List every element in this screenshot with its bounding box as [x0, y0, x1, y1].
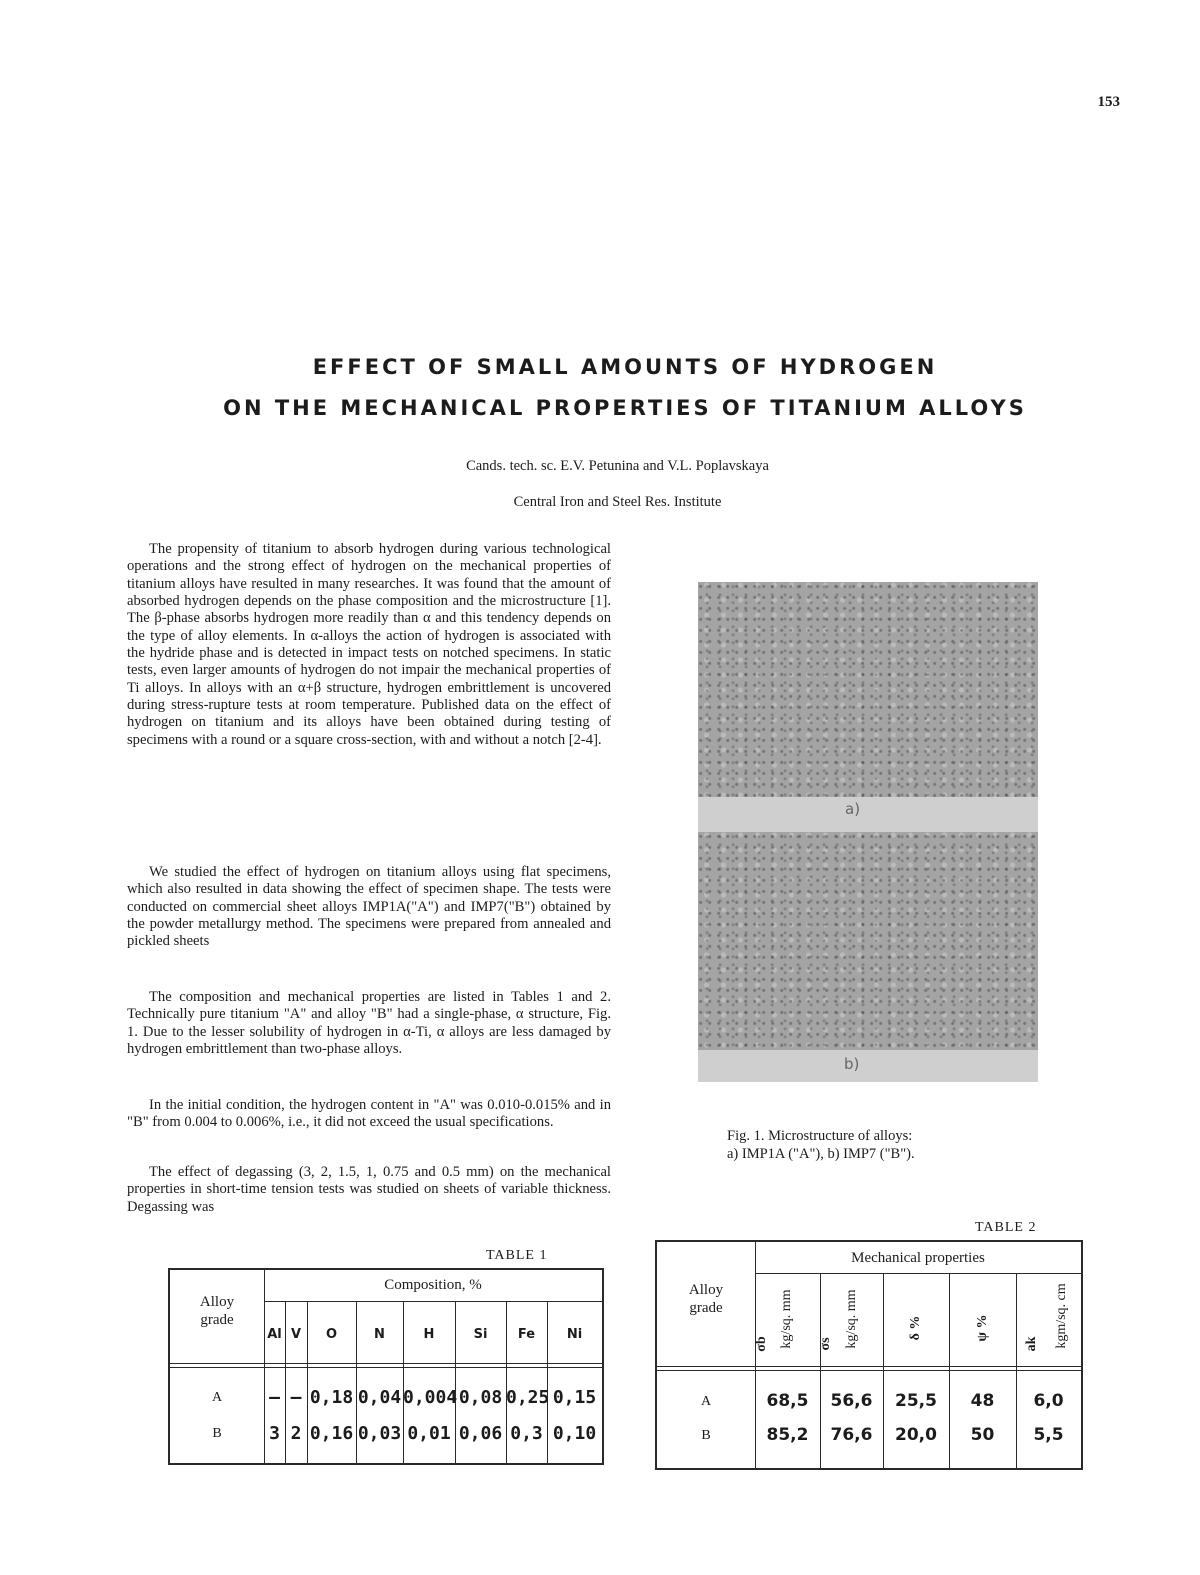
table1-col-fe: Fe — [517, 1327, 536, 1342]
table2-cell: 76,6 — [830, 1425, 873, 1445]
table2-col-ak-unit: kgm/sq. cm — [1054, 1283, 1069, 1349]
authors: Cands. tech. sc. E.V. Petunina and V.L. Poplavskaya — [466, 458, 769, 474]
figure-caption-line-2: a) IMP1A ("A"), b) IMP7 ("B"). — [727, 1146, 915, 1162]
table1-row-a-grade: A — [211, 1390, 223, 1405]
table1-cell: — — [269, 1387, 280, 1408]
table1-cell: 0,3 — [510, 1423, 543, 1444]
table1-cell: 3 — [269, 1423, 280, 1444]
table2-col-psi: ψ % — [975, 1314, 990, 1342]
table2-col-sigma-s-unit: kg/sq. mm — [844, 1289, 859, 1349]
table1-cell: 0,004 — [403, 1387, 458, 1408]
table1-col-si: Si — [473, 1327, 488, 1342]
table2-col-ak-symbol: ak — [1024, 1336, 1039, 1352]
table1-alloy-header-2: grade — [200, 1312, 234, 1328]
body-paragraph-1: The propensity of titanium to absorb hydrogen during various technological operations and the strong effect of hydrogen on the mechanical properties of titanium alloys have resulted in many researches. It was found that the amount of absorbed hydrogen depends on the phase composition and the microstructure [1]. The β-phase absorbs hydrogen more readily than α and this tendency depends on the type of alloy elements. In α-alloys the action of hydrogen is associated with the hydride phase and is detected in impact tests on notched specimens. In static tests, even larger amounts of hydrogen do not impair the mechanical properties of Ti alloys. In alloys with an α+β structure, hydrogen embrittlement is uncovered during stress-rupture tests at room temperature. Published data on the effect of hydrogen on titanium and its alloys have been obtained during testing of specimens with a round or a square cross-section, with and without a notch [2-4]. — [127, 541, 611, 748]
table1-col-n: N — [374, 1327, 385, 1342]
table2-alloy-header-2: grade — [689, 1300, 723, 1316]
micrograph-band-a — [698, 797, 1038, 832]
page-number: 153 — [1097, 94, 1120, 110]
table1-cell: 0,06 — [458, 1423, 503, 1444]
table2-group-header: Mechanical properties — [851, 1250, 985, 1266]
table1-cell: 0,25 — [506, 1387, 550, 1408]
microstructure-figure — [698, 582, 1038, 1082]
body-paragraph-3: The composition and mechanical properties are listed in Tables 1 and 2. Technically pure titanium "A" and alloy "B" had a single-phase, α structure, Fig. 1. Due to the lesser solubility of hydrogen in α-Ti, α alloys are less damaged by hydrogen embrittlement than two-phase alloys. — [127, 989, 611, 1058]
table2-col-sigma-b-unit: kg/sq. mm — [779, 1289, 794, 1349]
figure-label-a: a) — [845, 800, 861, 818]
table1 — [168, 1268, 604, 1465]
table2-row-b-grade: B — [701, 1428, 711, 1443]
table2-cell: 20,0 — [895, 1425, 937, 1445]
title-line-1: EFFECT OF SMALL AMOUNTS OF HYDROGEN — [312, 355, 938, 379]
micrograph-panel-b — [698, 832, 1038, 1050]
table2-cell: 5,5 — [1033, 1425, 1064, 1445]
table2-row-a-grade: A — [700, 1394, 712, 1409]
table1-cell: 0,04 — [357, 1387, 402, 1408]
table2-cell: 56,6 — [830, 1391, 873, 1411]
institute: Central Iron and Steel Res. Institute — [513, 494, 722, 510]
table1-cell: 2 — [290, 1423, 302, 1444]
body-paragraph-2: We studied the effect of hydrogen on titanium alloys using flat specimens, which also resulted in data showing the effect of specimen shape. The tests were conducted on commercial sheet alloys IMP1A("A") and IMP7("B") obtained by the powder metallurgy method. The specimens were prepared from annealed and pickled sheets — [127, 864, 611, 950]
table1-col-h: H — [423, 1327, 435, 1342]
table2-cell: 48 — [970, 1391, 995, 1411]
table1-col-al: Al — [267, 1327, 282, 1342]
table1-cell: 0,16 — [309, 1423, 354, 1444]
table2-cell: 85,2 — [766, 1425, 809, 1445]
table2-col-delta: δ % — [908, 1315, 923, 1341]
table2 — [655, 1240, 1083, 1470]
table1-row-b-grade: B — [212, 1426, 222, 1441]
figure-label-b: b) — [844, 1055, 860, 1073]
table1-cell: 0,08 — [458, 1387, 503, 1408]
table1-col-ni: Ni — [566, 1327, 583, 1342]
micrograph-panel-a — [698, 582, 1038, 797]
table1-col-o: O — [325, 1327, 338, 1342]
table1-alloy-header-1: Alloy — [199, 1294, 235, 1310]
body-paragraph-4: In the initial condition, the hydrogen content in "A" was 0.010-0.015% and in "B" from 0.004 to 0.006%, i.e., it did not exceed the usual specifications. — [127, 1097, 611, 1131]
table2-col-sigma-s-symbol: σs — [818, 1337, 833, 1351]
micrograph-band-b — [698, 1050, 1038, 1082]
figure-caption-line-1: Fig. 1. Microstructure of alloys: — [727, 1128, 913, 1144]
table2-cell: 50 — [970, 1425, 995, 1445]
table1-cell: 0,18 — [309, 1387, 354, 1408]
table2-label: TABLE 2 — [975, 1220, 1037, 1235]
table2-cell: 25,5 — [895, 1391, 937, 1411]
table1-cell: 0,03 — [357, 1423, 402, 1444]
table1-label: TABLE 1 — [486, 1248, 548, 1263]
table2-cell: 68,5 — [766, 1391, 809, 1411]
table2-alloy-header-1: Alloy — [688, 1282, 724, 1298]
table2-cell: 6,0 — [1033, 1391, 1064, 1411]
title-line-2: ON THE MECHANICAL PROPERTIES OF TITANIUM ALLOYS — [223, 396, 1027, 420]
table1-cell: — — [290, 1387, 302, 1408]
table2-col-sigma-b-symbol: σb — [754, 1336, 769, 1352]
body-paragraph-5: The effect of degassing (3, 2, 1.5, 1, 0.75 and 0.5 mm) on the mechanical properties in short-time tension tests was studied on sheets of variable thickness. Degassing was — [127, 1164, 611, 1215]
table1-cell: 0,10 — [552, 1423, 597, 1444]
table1-cell: 0,15 — [552, 1387, 597, 1408]
table1-group-header: Composition, % — [384, 1277, 482, 1293]
table1-col-v: V — [290, 1327, 302, 1342]
table1-cell: 0,01 — [407, 1423, 451, 1444]
